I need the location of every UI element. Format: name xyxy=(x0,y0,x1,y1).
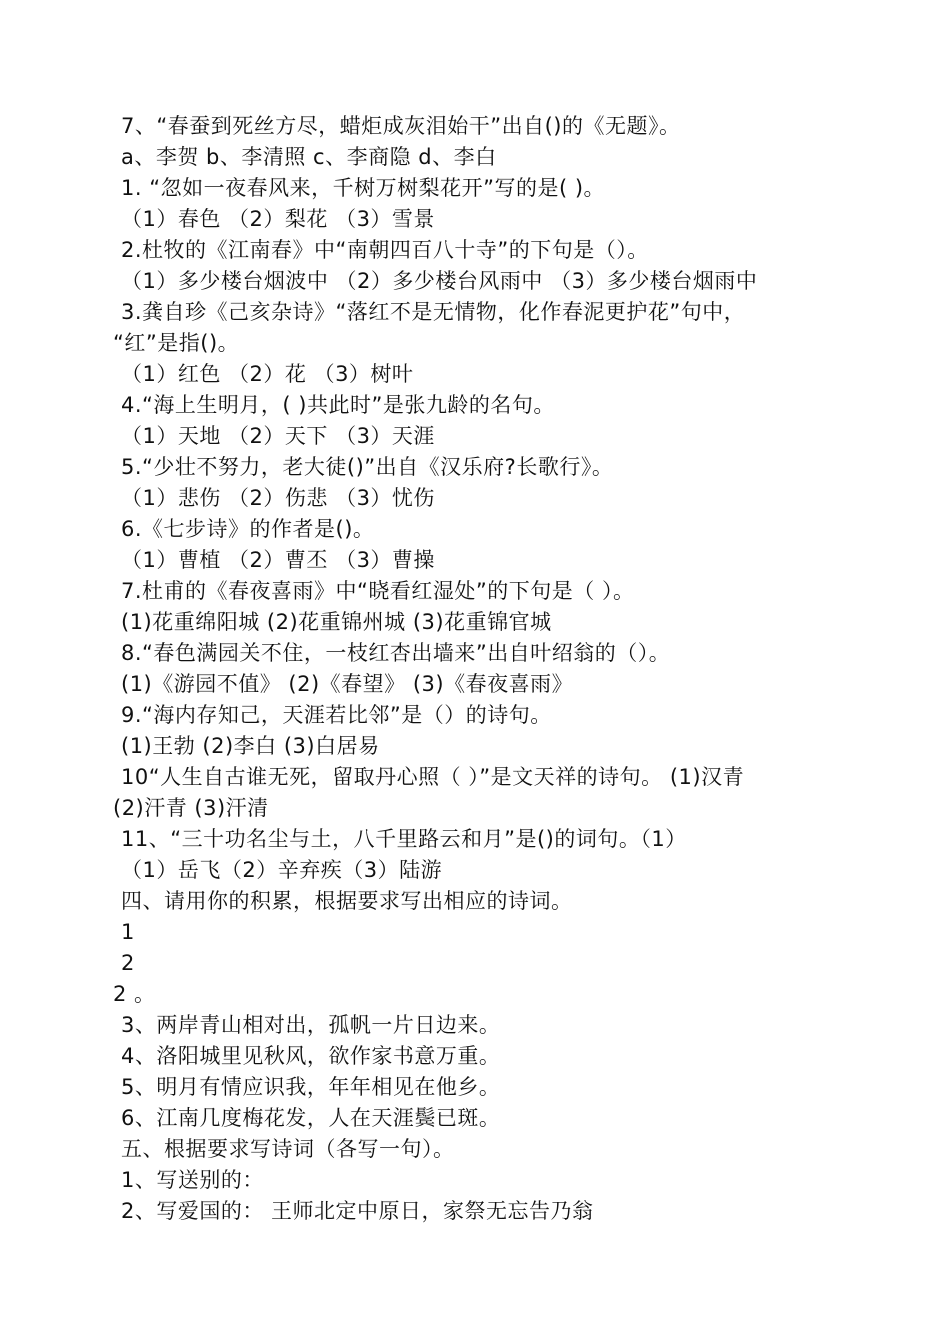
answer-line-2b: 2 。 xyxy=(113,982,156,1006)
question-line-2: 2.杜牧的《江南春》中“南朝四百八十寺”的下句是（）。 xyxy=(121,238,649,262)
section-heading-5: 五、根据要求写诗词（各写一句）。 xyxy=(121,1137,455,1161)
options-line-4: （1）天地 （2）天下 （3）天涯 xyxy=(121,424,435,448)
question-line-7a: 7、“春蚕到死丝方尽，蜡炬成灰泪始干”出自()的《无题》。 xyxy=(121,114,681,138)
question-line-3: 3.龚自珍《己亥杂诗》“落红不是无情物，化作春泥更护花”句中， xyxy=(121,300,746,324)
options-line-6: （1）曹植 （2）曹丕 （3）曹操 xyxy=(121,548,435,572)
poem-line-3: 3、两岸青山相对出，孤帆一片日边来。 xyxy=(121,1013,501,1037)
options-line-8: (1)《游园不值》 (2)《春望》 (3)《春夜喜雨》 xyxy=(121,672,574,696)
question-line-3-cont: “红”是指()。 xyxy=(113,331,240,355)
question-line-4: 4.“海上生明月，( )共此时”是张九龄的名句。 xyxy=(121,393,555,417)
prompt-line-2: 2、写爱国的： 王师北定中原日，家祭无忘告乃翁 xyxy=(121,1199,594,1223)
question-line-5: 5.“少壮不努力，老大徒()”出自《汉乐府?长歌行》。 xyxy=(121,455,614,479)
question-line-7b: 7.杜甫的《春夜喜雨》中“晓看红湿处”的下句是（ ）。 xyxy=(121,579,635,603)
options-line-2: （1）多少楼台烟波中 （2）多少楼台风雨中 （3）多少楼台烟雨中 xyxy=(121,269,758,293)
options-line-3: （1）红色 （2）花 （3）树叶 xyxy=(121,362,414,386)
answer-line-2: 2 xyxy=(121,951,135,975)
options-line-9: (1)王勃 (2)李白 (3)白居易 xyxy=(121,734,380,758)
answer-line-1: 1 xyxy=(121,920,135,944)
options-line-7a: a、李贺 b、李清照 c、李商隐 d、李白 xyxy=(121,145,497,169)
options-line-7b: (1)花重绵阳城 (2)花重锦州城 (3)花重锦官城 xyxy=(121,610,552,634)
poem-line-5: 5、明月有情应识我，年年相见在他乡。 xyxy=(121,1075,501,1099)
options-line-5: （1）悲伤 （2）伤悲 （3）忧伤 xyxy=(121,486,435,510)
section-heading-4: 四、请用你的积累，根据要求写出相应的诗词。 xyxy=(121,889,573,913)
poem-line-4: 4、洛阳城里见秋风，欲作家书意万重。 xyxy=(121,1044,501,1068)
question-line-10: 10“人生自古谁无死，留取丹心照（ ）”是文天祥的诗句。 (1)汉青 xyxy=(121,765,745,789)
poem-line-6: 6、江南几度梅花发，人在天涯鬓已斑。 xyxy=(121,1106,501,1130)
options-line-10: (2)汗青 (3)汗清 xyxy=(113,796,269,820)
question-line-6: 6.《七步诗》的作者是()。 xyxy=(121,517,375,541)
options-line-11: （1）岳飞（2）辛弃疾（3）陆游 xyxy=(121,858,443,882)
question-line-11: 11、“三十功名尘与土，八千里路云和月”是()的词句。（1） xyxy=(121,827,687,851)
options-line-1: （1）春色 （2）梨花 （3）雪景 xyxy=(121,207,435,231)
question-line-8: 8.“春色满园关不住，一枝红杏出墙来”出自叶绍翁的（）。 xyxy=(121,641,671,665)
question-line-1: 1. “忽如一夜春风来，千树万树梨花开”写的是( )。 xyxy=(121,176,606,200)
prompt-line-1: 1、写送别的： xyxy=(121,1168,264,1192)
question-line-9: 9.“海内存知己，天涯若比邻”是（）的诗句。 xyxy=(121,703,552,727)
